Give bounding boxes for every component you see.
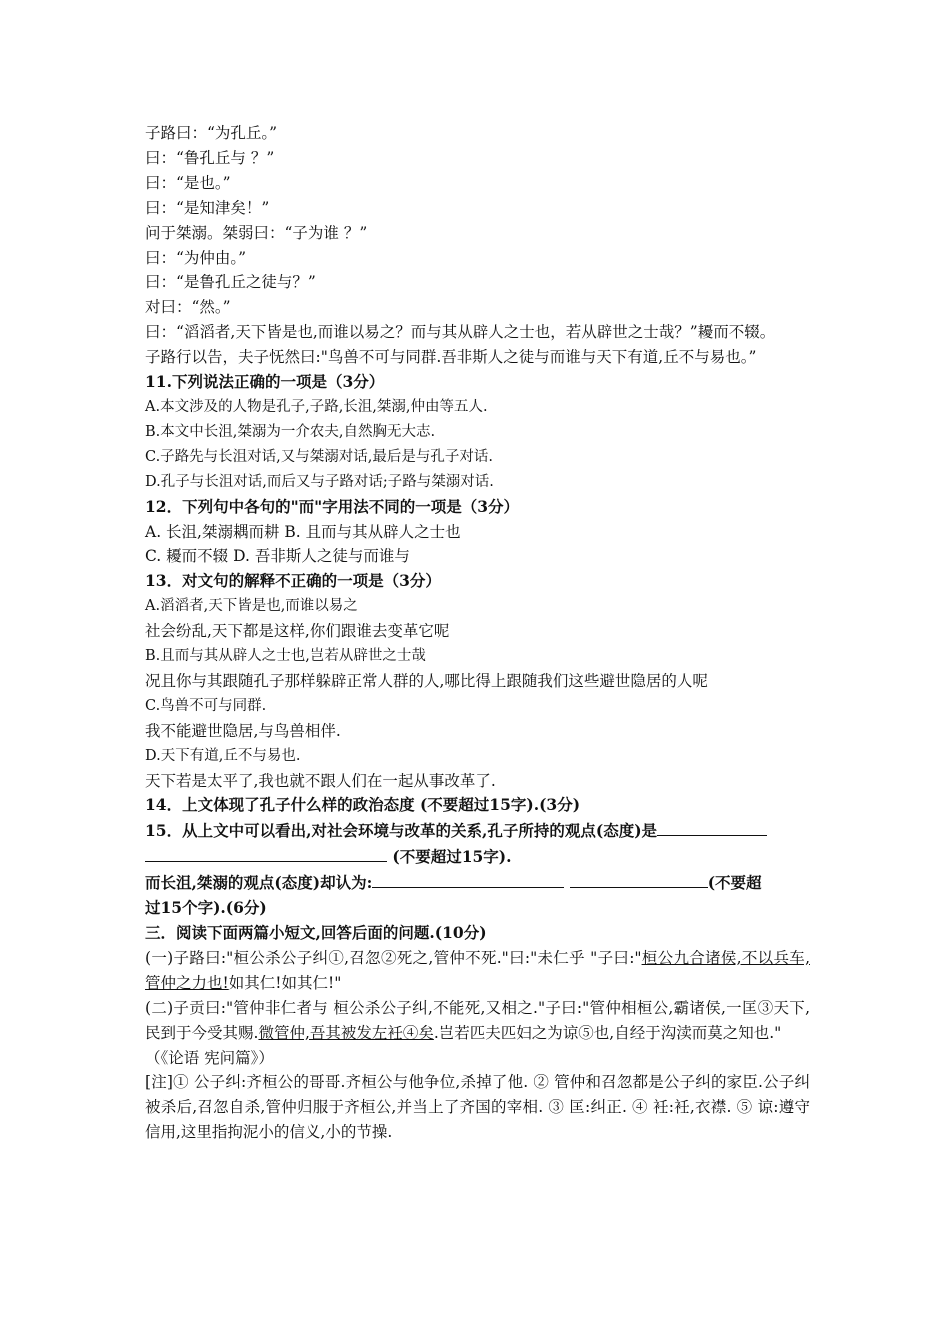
- question-15-text: 而长沮,桀溺的观点(态度)却认为:: [145, 873, 373, 893]
- answer-blank[interactable]: [657, 818, 767, 836]
- question-option: D.孔子与长沮对话,而后又与子路对话;子路与桀溺对话.: [145, 473, 494, 490]
- question-15-line-2: [145, 844, 810, 870]
- question-15-text: (不要超过15字).: [392, 847, 512, 867]
- short-text-1-end: 如其仁!如其仁!": [228, 973, 342, 992]
- question-option: A.滔滔者,天下皆是也,而谁以易之: [145, 598, 358, 615]
- question-option-explanation: 天下若是太平了,我也就不跟人们在一起从事改革了.: [145, 771, 496, 790]
- question-15-line-1: [145, 818, 810, 844]
- short-text-2-start: (二)子贡曰:"管仲非仁者与 桓公杀公子纠,不能死,又相之."子曰:"管仲相桓公,霸诸侯,一匡③天下,民到于今受其赐.: [145, 998, 810, 1042]
- dialogue-line: 曰：“为仲由。”: [145, 248, 247, 267]
- question-15-text: (不要超: [707, 873, 762, 893]
- question-11-title: 11.下列说法正确的一项是（3分）: [145, 372, 385, 392]
- source-citation: （《论语 宪问篇》）: [145, 1048, 274, 1067]
- question-13-title: 13．对文句的解释不正确的一项是（3分）: [145, 571, 441, 591]
- underlined-sentence: 微管仲,吾其被发左衽④矣: [258, 1023, 434, 1042]
- question-option: A. 长沮,桀溺耦而耕 B. 且而与其从辟人之士也: [145, 522, 461, 541]
- passage-paragraph: 曰：“滔滔者,天下皆是也,而谁以易之？而与其从辟人之士也，若从辟世之士哉？”耰而不辍。: [145, 323, 776, 342]
- short-text-1-start: (一)子路曰:"桓公杀公子纠①,召忽②死之,管仲不死."曰:"未仁乎 "子曰:": [145, 948, 642, 967]
- question-option: A.本文涉及的人物是孔子,子路,长沮,桀溺,仲由等五人.: [145, 398, 488, 415]
- question-option: D.天下有道,丘不与易也.: [145, 747, 301, 764]
- footnotes: [注]① 公子纠:齐桓公的哥哥.齐桓公与他争位,杀掉了他. ② 管仲和召忽都是公子纠的家臣.公子纠被杀后,召忽自杀,管仲归服于齐桓公,并当上了齐国的宰相. ③ 匡:纠正. ④ 衽:衽,衣襟. ⑤ 谅:遵守信用,这里指拘泥小的信义,小的节操.: [145, 1073, 810, 1142]
- question-option: C. 耰而不辍 D. 吾非斯人之徒与而谁与: [145, 547, 410, 566]
- question-option-explanation: 社会纷乱,天下都是这样,你们跟谁去变革它呢: [145, 622, 450, 641]
- answer-blank[interactable]: [372, 870, 564, 888]
- short-text-2: [145, 996, 810, 1046]
- question-option: C.子路先与长沮对话,又与桀溺对话,最后是与孔子对话.: [145, 448, 494, 465]
- document-page: [145, 121, 810, 1145]
- question-15-text: 过15个字).(6分): [145, 898, 267, 918]
- question-option-explanation: 况且你与其跟随孔子那样躲辟正常人群的人,哪比得上跟随我们这些避世隐居的人呢: [145, 671, 708, 690]
- question-option: C.鸟兽不可与同群.: [145, 697, 267, 714]
- question-option-explanation: 我不能避世隐居,与鸟兽相伴.: [145, 721, 341, 740]
- question-option: B.本文中长沮,桀溺为一介农夫,自然胸无大志.: [145, 423, 436, 440]
- dialogue-line: 子路曰：“为孔丘。”: [145, 124, 278, 142]
- answer-blank[interactable]: [570, 870, 708, 888]
- dialogue-line: 对曰：“然。”: [145, 298, 231, 317]
- question-option: B.且而与其从辟人之士也,岂若从辟世之士哉: [145, 648, 426, 665]
- answer-blank[interactable]: [145, 844, 387, 862]
- question-14-title: 14．上文体现了孔子什么样的政治态度 (不要超过15字).(3分): [145, 795, 581, 815]
- question-12-title: 12．下列句中各句的"而"字用法不同的一项是（3分）: [145, 496, 520, 516]
- question-15-line-3: [145, 870, 810, 896]
- dialogue-line: 曰：“是也。”: [145, 173, 231, 192]
- short-text-1: [145, 946, 810, 996]
- underlined-sentence: 桓公九合诸侯,不以兵车,管仲之力也!: [145, 948, 810, 992]
- dialogue-line: 曰：“是知津矣！”: [145, 198, 270, 217]
- dialogue-line: 曰：“鲁孔丘与 ？”: [145, 148, 275, 167]
- dialogue-line: 曰：“是鲁孔丘之徒与？”: [145, 273, 316, 292]
- section-3-title: 三．阅读下面两篇小短文,回答后面的问题.(10分): [145, 923, 487, 942]
- dialogue-line: 问于桀溺。桀弱曰：“子为谁 ？”: [145, 223, 368, 242]
- short-text-2-end: .岂若匹夫匹妇之为谅⑤也,自经于沟渎而莫之知也.": [433, 1023, 782, 1042]
- question-15-text: 15．从上文中可以看出,对社会环境与改革的关系,孔子所持的观点(态度)是: [145, 821, 658, 841]
- passage-paragraph: 子路行以告，夫子怃然曰:"鸟兽不可与同群.吾非斯人之徒与而谁与天下有道,丘不与易也。”: [145, 348, 757, 367]
